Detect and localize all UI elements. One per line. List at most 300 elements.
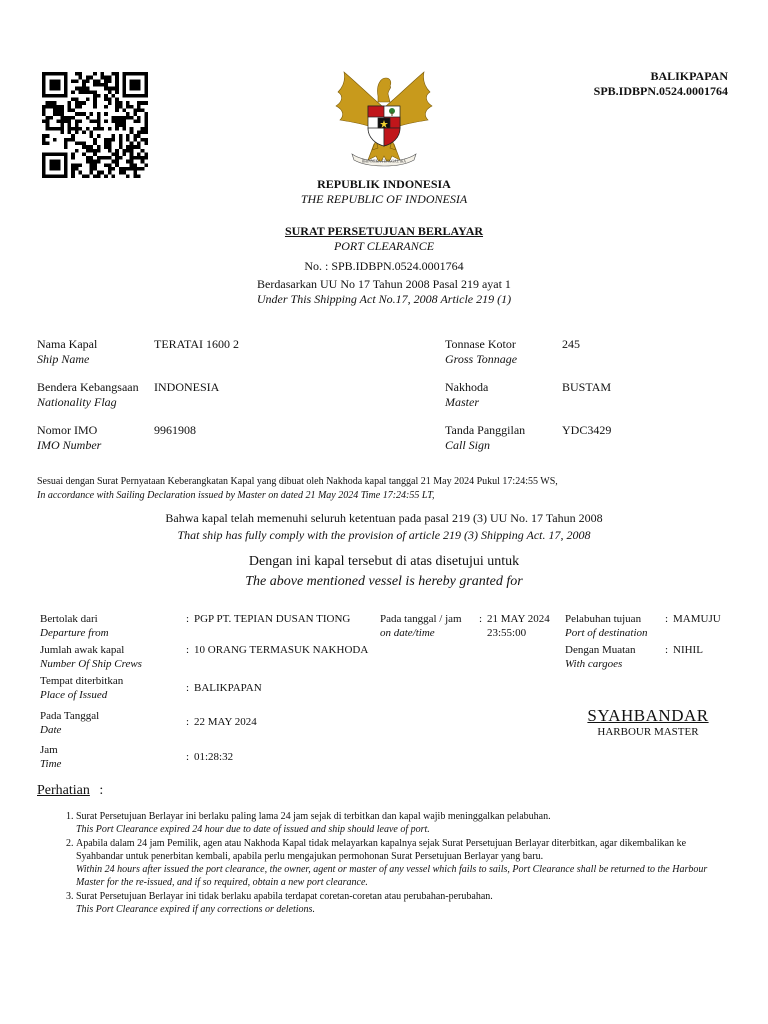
qr-module (64, 171, 68, 175)
issue-time-label-en: Time (40, 758, 62, 770)
qr-module (144, 79, 148, 83)
qr-module (122, 79, 126, 83)
qr-module (100, 76, 104, 80)
qr-module (49, 101, 53, 105)
qr-module (49, 94, 53, 98)
qr-module (104, 120, 108, 124)
qr-module (108, 79, 112, 83)
qr-module (57, 83, 61, 87)
qr-module (126, 138, 130, 142)
qr-module (86, 149, 90, 153)
qr-module (64, 83, 68, 87)
qr-module (46, 105, 50, 109)
issue-date-label (40, 709, 99, 737)
qr-module (104, 163, 108, 167)
qr-module (53, 105, 57, 109)
qr-module (75, 112, 79, 116)
qr-module (130, 130, 134, 134)
ship-name-value: TERATAI 1600 2 (154, 337, 240, 351)
compliance-statement: Bahwa kapal telah memenuhi seluruh ketentuan pada pasal 219 (3) UU No. 17 Tahun 2008 (165, 511, 603, 525)
qr-module (75, 127, 79, 131)
qr-module (137, 101, 141, 105)
qr-module (137, 87, 141, 91)
qr-module (71, 167, 75, 171)
qr-module (137, 130, 141, 134)
qr-module (60, 72, 64, 76)
qr-module (53, 87, 57, 91)
flag-value: INDONESIA (154, 380, 220, 394)
qr-module (60, 120, 64, 124)
call-sign-value: YDC3429 (562, 423, 612, 437)
qr-module (126, 167, 130, 171)
qr-module (46, 152, 50, 156)
qr-module (71, 152, 75, 156)
qr-module (79, 171, 83, 175)
qr-module (60, 112, 64, 116)
qr-module (49, 105, 53, 109)
qr-module (115, 127, 119, 131)
qr-module (115, 163, 119, 167)
qr-module (108, 149, 112, 153)
qr-module (71, 138, 75, 142)
qr-module (82, 152, 86, 156)
qr-module (97, 171, 101, 175)
qr-module (86, 145, 90, 149)
qr-module (126, 112, 130, 116)
issue-time-label-id: Jam (40, 744, 58, 756)
qr-module (79, 72, 83, 76)
qr-module (97, 116, 101, 120)
qr-module (122, 109, 126, 113)
qr-module (53, 94, 57, 98)
qr-module (108, 101, 112, 105)
qr-module (93, 141, 97, 145)
qr-module (100, 171, 104, 175)
departure-colon: : (186, 613, 190, 625)
qr-module (133, 145, 137, 149)
qr-module (90, 90, 94, 94)
qr-module (111, 116, 115, 120)
note-item (76, 810, 722, 837)
imo-value: 9961908 (154, 423, 196, 437)
qr-module (90, 156, 94, 160)
qr-module (79, 101, 83, 105)
qr-module (64, 141, 68, 145)
qr-module (119, 105, 123, 109)
qr-module (115, 149, 119, 153)
qr-module (42, 109, 46, 113)
qr-module (144, 72, 148, 76)
note-text-en: This Port Clearance expired 24 hour due to date of issued and ship should leave of port. (76, 824, 430, 836)
qr-module (68, 127, 72, 131)
qr-module (115, 123, 119, 127)
qr-module (104, 98, 108, 102)
departure-date: 21 MAY 2024 (487, 613, 550, 625)
qr-module (42, 105, 46, 109)
qr-module (144, 130, 148, 134)
qr-module (137, 116, 141, 120)
qr-module (75, 123, 79, 127)
qr-module (93, 72, 97, 76)
call-sign-label-en: Call Sign (445, 438, 491, 452)
qr-module (137, 152, 141, 156)
qr-module (133, 156, 137, 160)
call-sign-label (445, 423, 525, 453)
qr-module (57, 87, 61, 91)
qr-module (60, 123, 64, 127)
qr-module (97, 83, 101, 87)
qr-module (42, 112, 46, 116)
issue-time-colon: : (186, 751, 190, 763)
qr-module (93, 160, 97, 164)
qr-module (46, 123, 50, 127)
qr-module (108, 76, 112, 80)
qr-module (115, 98, 119, 102)
qr-module (53, 167, 57, 171)
qr-module (71, 79, 75, 83)
qr-module (90, 112, 94, 116)
qr-module (93, 138, 97, 142)
qr-module (144, 83, 148, 87)
qr-module (57, 152, 61, 156)
qr-module (126, 101, 130, 105)
notes-heading (37, 783, 103, 799)
cargo-value: NIHIL (673, 644, 703, 656)
qr-module (122, 90, 126, 94)
place-issued-value: BALIKPAPAN (194, 682, 262, 694)
cargo-label-en: With cargoes (565, 658, 623, 670)
qr-module (104, 76, 108, 80)
qr-module (57, 160, 61, 164)
qr-module (130, 145, 134, 149)
qr-module (130, 72, 134, 76)
qr-module (90, 171, 94, 175)
qr-module (49, 127, 53, 131)
qr-module (100, 156, 104, 160)
qr-module (60, 130, 64, 134)
qr-module (100, 72, 104, 76)
qr-module (64, 163, 68, 167)
cargo-colon: : (665, 644, 669, 656)
qr-module (42, 87, 46, 91)
qr-module (115, 90, 119, 94)
qr-module (71, 116, 75, 120)
note-text: Surat Persetujuan Berlayar ini berlaku paling lama 24 jam sejak di terbitkan dan kapal wajib meninggalkan pelabuhan. (76, 811, 551, 822)
qr-module (42, 156, 46, 160)
qr-module (82, 141, 86, 145)
qr-module (111, 134, 115, 138)
imo-label (37, 423, 101, 453)
qr-module (126, 105, 130, 109)
qr-module (46, 94, 50, 98)
qr-module (115, 87, 119, 91)
qr-module (57, 94, 61, 98)
qr-module (64, 167, 68, 171)
qr-module (97, 156, 101, 160)
qr-module (137, 156, 141, 160)
qr-module (64, 76, 68, 80)
qr-module (100, 83, 104, 87)
qr-module (144, 101, 148, 105)
qr-module (141, 156, 145, 160)
qr-module (137, 72, 141, 76)
qr-module (53, 83, 57, 87)
qr-module (42, 94, 46, 98)
qr-module (46, 141, 50, 145)
qr-module (93, 149, 97, 153)
qr-module (97, 79, 101, 83)
qr-module (144, 94, 148, 98)
qr-module (144, 76, 148, 80)
qr-module (93, 90, 97, 94)
qr-module (79, 112, 83, 116)
gross-tonnage-label (445, 337, 517, 367)
qr-module (137, 83, 141, 87)
qr-module (108, 87, 112, 91)
document-number: No. : SPB.IDBPN.0524.0001764 (304, 259, 464, 273)
qr-module (49, 72, 53, 76)
qr-module (82, 145, 86, 149)
document-title-en: PORT CLEARANCE (333, 239, 435, 253)
qr-module (137, 141, 141, 145)
qr-module (97, 134, 101, 138)
qr-module (42, 134, 46, 138)
qr-module (137, 94, 141, 98)
qr-module (137, 134, 141, 138)
country-title: REPUBLIK INDONESIA (317, 177, 451, 191)
qr-module (104, 138, 108, 142)
qr-module (49, 116, 53, 120)
qr-module (53, 152, 57, 156)
qr-module (104, 83, 108, 87)
notes-heading-colon: : (99, 783, 104, 798)
qr-module (137, 120, 141, 124)
qr-module (97, 160, 101, 164)
qr-module (115, 109, 119, 113)
qr-module (57, 105, 61, 109)
qr-module (71, 127, 75, 131)
qr-module (42, 72, 46, 76)
qr-module (64, 120, 68, 124)
qr-module (60, 152, 64, 156)
qr-module (53, 79, 57, 83)
qr-module (144, 138, 148, 142)
harbour-master-title: SYAHBANDAR (587, 706, 709, 725)
qr-module (57, 167, 61, 171)
qr-module (42, 79, 46, 83)
qr-module (133, 94, 137, 98)
qr-module (130, 163, 134, 167)
qr-module (108, 163, 112, 167)
qr-module (75, 72, 79, 76)
document-reference (594, 69, 728, 99)
qr-module (49, 87, 53, 91)
qr-module (93, 79, 97, 83)
qr-module (64, 116, 68, 120)
qr-module (86, 76, 90, 80)
departure-label (40, 612, 109, 640)
qr-module (82, 90, 86, 94)
qr-module (53, 112, 57, 116)
departure-date-label-id: Pada tanggal / jam (380, 613, 462, 625)
qr-module (68, 101, 72, 105)
granted-statement: Dengan ini kapal tersebut di atas disetujui untuk (248, 554, 520, 569)
qr-module (133, 109, 137, 113)
qr-module (71, 156, 75, 160)
qr-module (68, 123, 72, 127)
qr-module (86, 160, 90, 164)
qr-module (122, 94, 126, 98)
qr-module (104, 112, 108, 116)
qr-module (93, 152, 97, 156)
qr-module (86, 116, 90, 120)
qr-module (79, 90, 83, 94)
qr-module (53, 101, 57, 105)
qr-module (57, 109, 61, 113)
qr-module (49, 160, 53, 164)
departure-label-id: Bertolak dari (40, 613, 98, 625)
departure-time: 23:55:00 (487, 627, 527, 639)
qr-module (133, 134, 137, 138)
compliance-statement-en: That ship has fully comply with the provision of article 219 (3) Shipping Act. 17, 2008 (177, 528, 591, 542)
qr-module (82, 130, 86, 134)
qr-module (49, 167, 53, 171)
qr-module (93, 94, 97, 98)
garuda-emblem-icon (330, 66, 438, 170)
city-label: BALIKPAPAN (650, 69, 728, 83)
qr-module (90, 120, 94, 124)
qr-module (144, 127, 148, 131)
qr-module (71, 90, 75, 94)
gross-tonnage-value: 245 (562, 337, 580, 351)
call-sign-label-id: Tanda Panggilan (445, 423, 526, 437)
qr-module (64, 90, 68, 94)
qr-module (122, 152, 126, 156)
qr-module (144, 141, 148, 145)
qr-module (104, 87, 108, 91)
qr-module (49, 152, 53, 156)
departure-date-value (487, 612, 550, 640)
qr-module (57, 72, 61, 76)
qr-module (108, 167, 112, 171)
country-title-en: THE REPUBLIC OF INDONESIA (300, 192, 468, 206)
qr-module (104, 141, 108, 145)
qr-module (137, 109, 141, 113)
qr-module (86, 79, 90, 83)
departure-date-label (380, 612, 462, 640)
crew-value: 10 ORANG TERMASUK NAKHODA (194, 644, 369, 656)
qr-module (126, 160, 130, 164)
qr-module (119, 120, 123, 124)
qr-module (108, 156, 112, 160)
qr-module (97, 145, 101, 149)
qr-module (93, 167, 97, 171)
qr-module (137, 79, 141, 83)
qr-module (141, 149, 145, 153)
qr-module (126, 94, 130, 98)
qr-module (141, 101, 145, 105)
qr-module (79, 76, 83, 80)
flag-label (37, 380, 139, 410)
qr-module (115, 101, 119, 105)
qr-module (42, 76, 46, 80)
qr-module (75, 163, 79, 167)
qr-module (90, 76, 94, 80)
cargo-label-id: Dengan Muatan (565, 644, 636, 656)
note-text-en: Within 24 hours after issued the port clearance, the owner, agent or master of any vessel which fails to sails, Port Clearance shall be returned to the Harbour Master for the re-issued, and if so required, obtain a new port clearance. (76, 864, 708, 889)
place-issued-label (40, 674, 123, 702)
crew-label-en: Number Of Ship Crews (40, 658, 142, 670)
qr-module (71, 98, 75, 102)
qr-module (90, 145, 94, 149)
place-issued-label-id: Tempat diterbitkan (40, 675, 124, 687)
qr-module (144, 87, 148, 91)
qr-module (100, 127, 104, 131)
issue-time-value: 01:28:32 (194, 751, 234, 763)
qr-module (53, 138, 57, 142)
qr-module (42, 160, 46, 164)
qr-module (57, 112, 61, 116)
qr-module (86, 156, 90, 160)
qr-module (126, 149, 130, 153)
qr-module (111, 120, 115, 124)
qr-module (141, 138, 145, 142)
qr-module (68, 130, 72, 134)
qr-module (111, 152, 115, 156)
note-item (76, 837, 722, 890)
qr-module (90, 134, 94, 138)
note-text-en: This Port Clearance expired if any corrections or deletions. (76, 904, 315, 916)
qr-module (42, 83, 46, 87)
qr-module (130, 79, 134, 83)
qr-module (119, 138, 123, 142)
qr-module (144, 156, 148, 160)
legal-basis: Berdasarkan UU No 17 Tahun 2008 Pasal 219 ayat 1 (257, 277, 511, 291)
gross-tonnage-label-en: Gross Tonnage (445, 352, 518, 366)
doc-code: SPB.IDBPN.0524.0001764 (593, 84, 728, 98)
place-issued-colon: : (186, 682, 190, 694)
master-label (445, 380, 488, 410)
qr-module (122, 171, 126, 175)
qr-module (93, 83, 97, 87)
qr-module (93, 163, 97, 167)
qr-module (90, 130, 94, 134)
qr-module (137, 145, 141, 149)
qr-module (133, 87, 137, 91)
qr-module (97, 94, 101, 98)
harbour-master-subtitle: HARBOUR MASTER (597, 726, 699, 738)
qr-module (68, 116, 72, 120)
qr-module (42, 152, 46, 156)
qr-module (71, 171, 75, 175)
qr-module (104, 156, 108, 160)
destination-colon: : (665, 613, 669, 625)
qr-module (104, 105, 108, 109)
qr-module (60, 94, 64, 98)
qr-module (93, 120, 97, 124)
qr-module (141, 94, 145, 98)
qr-module (144, 112, 148, 116)
destination-label-id: Pelabuhan tujuan (565, 613, 642, 625)
qr-module (130, 83, 134, 87)
qr-module (108, 145, 112, 149)
legal-basis-en: Under This Shipping Act No.17, 2008 Article 219 (1) (256, 292, 512, 306)
qr-code (42, 72, 148, 178)
departure-date-colon: : (479, 613, 483, 625)
qr-module (97, 112, 101, 116)
note-text: Apabila dalam 24 jam Pemilik, agen atau Nakhoda Kapal tidak melayarkan kapalnya sejak Surat Persetujuan Berlayar diterbitkan, agar dikembalikan ke Syahbandar untuk penerbitan kembali, apabila perlu mengajukan permohonan Surat Persetujuan Berlayar yang baru. (76, 837, 687, 862)
qr-module (57, 120, 61, 124)
